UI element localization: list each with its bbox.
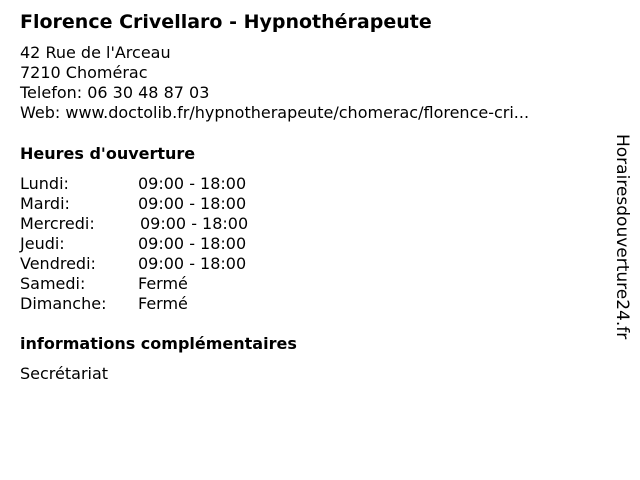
- opening-hours-heading: Heures d'ouverture: [20, 144, 196, 163]
- day-label: Dimanche:: [20, 294, 107, 313]
- day-label: Mercredi:: [20, 214, 95, 233]
- day-label: Lundi:: [20, 174, 69, 193]
- additional-info-heading: informations complémentaires: [20, 334, 297, 353]
- day-hours: 09:00 - 18:00: [138, 194, 247, 213]
- day-label: Mardi:: [20, 194, 70, 213]
- web-line[interactable]: Web: www.doctolib.fr/hypnotherapeute/chomerac/florence-cri...: [20, 103, 530, 122]
- business-title: Florence Crivellaro - Hypnothérapeute: [20, 11, 432, 33]
- day-hours: 09:00 - 18:00: [138, 254, 247, 273]
- site-watermark: Horairesdouverture24.fr: [612, 134, 632, 340]
- day-hours: 09:00 - 18:00: [140, 214, 249, 233]
- day-label: Vendredi:: [20, 254, 96, 273]
- additional-info-text: Secrétariat: [20, 364, 109, 383]
- day-hours: Fermé: [138, 274, 188, 293]
- day-hours: 09:00 - 18:00: [138, 174, 247, 193]
- day-label: Samedi:: [20, 274, 86, 293]
- day-label: Jeudi:: [20, 234, 65, 253]
- phone-line: Telefon: 06 30 48 87 03: [20, 83, 210, 102]
- day-hours: 09:00 - 18:00: [138, 234, 247, 253]
- address-city: 7210 Chomérac: [20, 63, 148, 82]
- day-hours: Fermé: [138, 294, 188, 313]
- contact-block: [20, 43, 529, 123]
- address-street: 42 Rue de l'Arceau: [20, 43, 171, 62]
